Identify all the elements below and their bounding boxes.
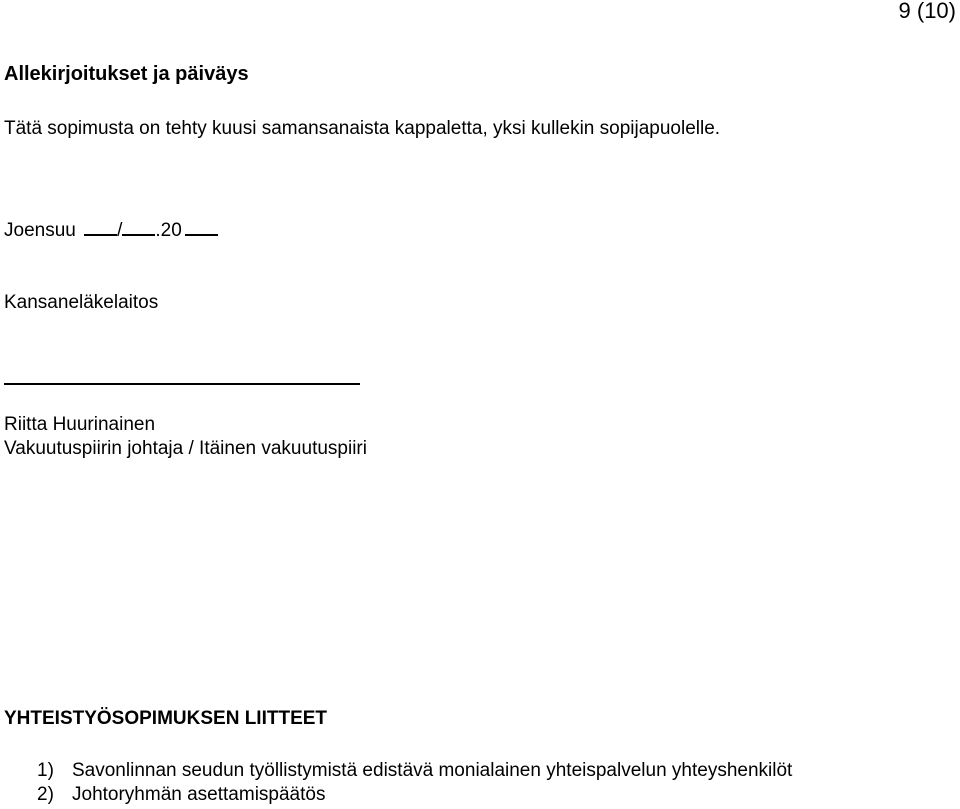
signature-line <box>4 383 360 385</box>
attachment-item <box>37 784 325 806</box>
signer-name: Riitta Huurinainen <box>4 414 156 435</box>
attachment-text: Savonlinnan seudun työllistymistä edistävä monialainen yhteispalvelun yhteyshenkilöt <box>72 760 793 781</box>
date-separator: / <box>117 220 123 241</box>
attachments-heading: YHTEISTYÖSOPIMUKSEN LIITTEET <box>4 708 328 729</box>
year-prefix: .20 <box>155 220 182 241</box>
signatures-heading: Allekirjoitukset ja päiväys <box>4 63 249 85</box>
day-blank <box>84 217 117 236</box>
attachment-text: Johtoryhmän asettamispäätös <box>72 784 326 805</box>
page-number: 9 (10) <box>898 0 956 23</box>
year-blank <box>185 217 218 236</box>
place-date-line <box>4 217 218 242</box>
attachment-number: 1) <box>37 760 54 781</box>
attachment-item <box>37 760 792 782</box>
attachment-number: 2) <box>37 784 54 805</box>
signer-title: Vakuutuspiirin johtaja / Itäinen vakuutuspiiri <box>4 438 367 459</box>
copies-statement: Tätä sopimusta on tehty kuusi samansanaista kappaletta, yksi kullekin sopijapuolelle. <box>4 118 721 139</box>
organization-name: Kansaneläkelaitos <box>4 292 159 313</box>
place-label: Joensuu <box>4 220 76 241</box>
month-blank <box>122 217 155 236</box>
